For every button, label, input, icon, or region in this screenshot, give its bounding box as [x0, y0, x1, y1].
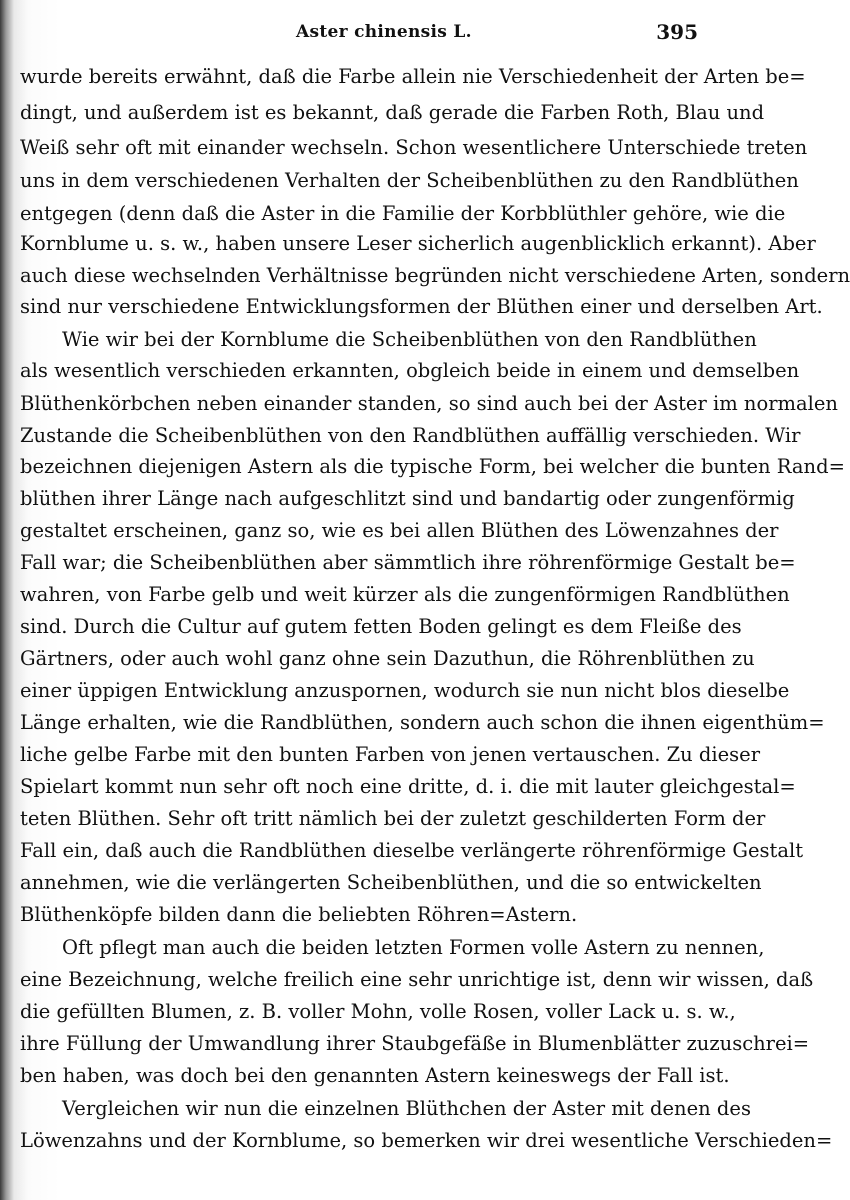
text-line: liche gelbe Farbe mit den bunten Farben von jenen vertauschen. Zu dieser [20, 743, 761, 766]
text-line: Löwenzahns und der Kornblume, so bemerken wir drei wesentliche Verschieden= [20, 1129, 833, 1152]
text-line: Fall ein, daß auch die Randblüthen dieselbe verlängerte röhrenförmige Gestalt [20, 839, 804, 862]
running-title: Aster chinensis L. [296, 22, 472, 42]
paragraph-first-line: Wie wir bei der Kornblume die Scheibenblüthen von den Randblüthen [62, 328, 757, 351]
text-line: Blüthenköpfe bilden dann die beliebten Röhren=Astern. [20, 903, 578, 926]
text-line: Blüthenkörbchen neben einander standen, so sind auch bei der Aster im normalen [20, 392, 838, 415]
text-line: sind. Durch die Cultur auf gutem fetten Boden gelingt es dem Fleiße des [20, 615, 742, 638]
page-number: 395 [656, 20, 698, 44]
text-line: Kornblume u. s. w., haben unsere Leser sicherlich augenblicklich erkannt). Aber [20, 232, 816, 255]
text-line: wurde bereits erwähnt, daß die Farbe allein nie Verschiedenheit der Arten be= [20, 65, 806, 88]
text-line: Länge erhalten, wie die Randblüthen, sondern auch schon die ihnen eigenthüm= [20, 711, 825, 734]
text-line: als wesentlich verschieden erkannten, obgleich beide in einem und demselben [20, 359, 800, 382]
page-header [0, 18, 738, 48]
paragraph-first-line: Oft pflegt man auch die beiden letzten Formen volle Astern zu nennen, [62, 936, 765, 959]
text-line: Gärtners, oder auch wohl ganz ohne sein Dazuthun, die Röhrenblüthen zu [20, 647, 755, 670]
text-line: eine Bezeichnung, welche freilich eine sehr unrichtige ist, denn wir wissen, daß [20, 968, 814, 991]
text-line: gestaltet erscheinen, ganz so, wie es bei allen Blüthen des Löwenzahnes der [20, 519, 779, 542]
text-line: dingt, und außerdem ist es bekannt, daß gerade die Farben Roth, Blau und [20, 101, 765, 124]
text-line: entgegen (denn daß die Aster in die Familie der Korbblüthler gehöre, wie die [20, 202, 786, 225]
paragraph-first-line: Vergleichen wir nun die einzelnen Blüthchen der Aster mit denen des [62, 1097, 751, 1120]
text-line: Weiß sehr oft mit einander wechseln. Schon wesentlichere Unterschiede treten [20, 136, 808, 159]
text-line: auch diese wechselnden Verhältnisse begründen nicht verschiedene Arten, sondern [20, 264, 850, 287]
text-line: blüthen ihrer Länge nach aufgeschlitzt sind und bandartig oder zungenförmig [20, 487, 795, 510]
text-line: ihre Füllung der Umwandlung ihrer Staubgefäße in Blumenblätter zuzuschrei= [20, 1032, 810, 1055]
text-line: sind nur verschiedene Entwicklungsformen der Blüthen einer und derselben Art. [20, 295, 823, 318]
text-line: die gefüllten Blumen, z. B. voller Mohn, volle Rosen, voller Lack u. s. w., [20, 1000, 736, 1023]
text-line: teten Blüthen. Sehr oft tritt nämlich bei der zuletzt geschilderten Form der [20, 807, 766, 830]
text-line: Spielart kommt nun sehr oft noch eine dritte, d. i. die mit lauter gleichgestal= [20, 775, 796, 798]
text-line: bezeichnen diejenigen Astern als die typische Form, bei welcher die bunten Rand= [20, 455, 845, 478]
text-line: uns in dem verschiedenen Verhalten der Scheibenblüthen zu den Randblüthen [20, 169, 799, 192]
text-line: annehmen, wie die verlängerten Scheibenblüthen, und die so entwickelten [20, 871, 762, 894]
text-line: Zustande die Scheibenblüthen von den Randblüthen auffällig verschieden. Wir [20, 424, 801, 447]
text-line: wahren, von Farbe gelb und weit kürzer als die zungenförmigen Randblüthen [20, 583, 790, 606]
text-line: einer üppigen Entwicklung anzuspornen, wodurch sie nun nicht blos dieselbe [20, 679, 790, 702]
text-line: ben haben, was doch bei den genannten Astern keineswegs der Fall ist. [20, 1064, 730, 1087]
text-line: Fall war; die Scheibenblüthen aber sämmtlich ihre röhrenförmige Gestalt be= [20, 551, 796, 574]
